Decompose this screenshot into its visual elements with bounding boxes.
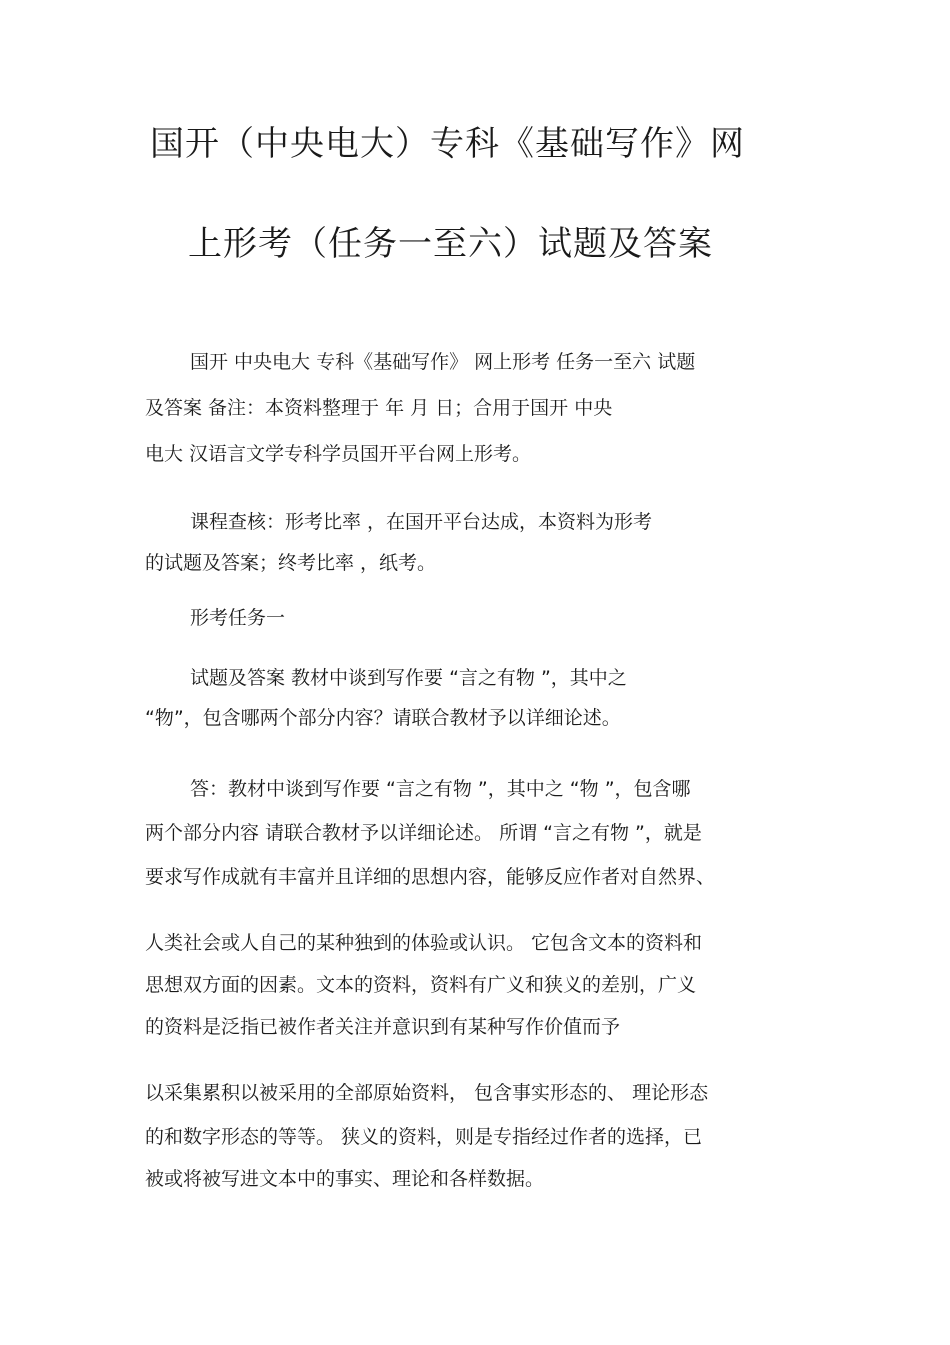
document-title-line-1: 国开（中央电大）专科《基础写作》网 [150, 124, 745, 164]
answer-line-2: 两个部分内容 请联合教材予以详细论述。 所谓 “言之有物 ”，就是 [145, 822, 702, 844]
intro-line-2: 及答案 备注：本资料整理于 年 月 日；合用于国开 中央 [145, 397, 613, 419]
answer-line-7: 以采集累积以被采用的全部原始资料， 包含事实形态的、 理论形态 [145, 1082, 709, 1104]
answer-line-4: 人类社会或人自己的某种独到的体验或认识。 它包含文本的资料和 [145, 932, 703, 954]
question-line-1: 试题及答案 教材中谈到写作要 “言之有物 ”，其中之 [190, 667, 627, 689]
answer-line-6: 的资料是泛指已被作者关注并意识到有某种写作价值而予 [145, 1016, 621, 1038]
course-line-2: 的试题及答案；终考比率 ，纸考。 [145, 552, 437, 574]
answer-line-9: 被或将被写进文本中的事实、理论和各样数据。 [145, 1168, 545, 1190]
course-line-1: 课程查核：形考比率 ，在国开平台达成，本资料为形考 [190, 511, 653, 533]
answer-line-8: 的和数字形态的等等。 狭义的资料，则是专指经过作者的选择，已 [145, 1126, 703, 1148]
answer-line-3: 要求写作成就有丰富并且详细的思想内容，能够反应作者对自然界、 [145, 866, 716, 888]
section-heading: 形考任务一 [190, 607, 286, 629]
intro-line-3: 电大 汉语言文学专科学员国开平台网上形考。 [145, 443, 532, 465]
document-title-line-2: 上形考（任务一至六）试题及答案 [188, 224, 713, 264]
answer-line-1: 答：教材中谈到写作要 “言之有物 ”，其中之 “物 ”，包含哪 [190, 778, 691, 800]
answer-line-5: 思想双方面的因素。文本的资料，资料有广义和狭义的差别，广义 [145, 974, 697, 996]
question-line-2: “物”，包含哪两个部分内容？请联合教材予以详细论述。 [145, 707, 621, 729]
intro-line-1: 国开 中央电大 专科《基础写作》 网上形考 任务一至六 试题 [190, 351, 696, 373]
